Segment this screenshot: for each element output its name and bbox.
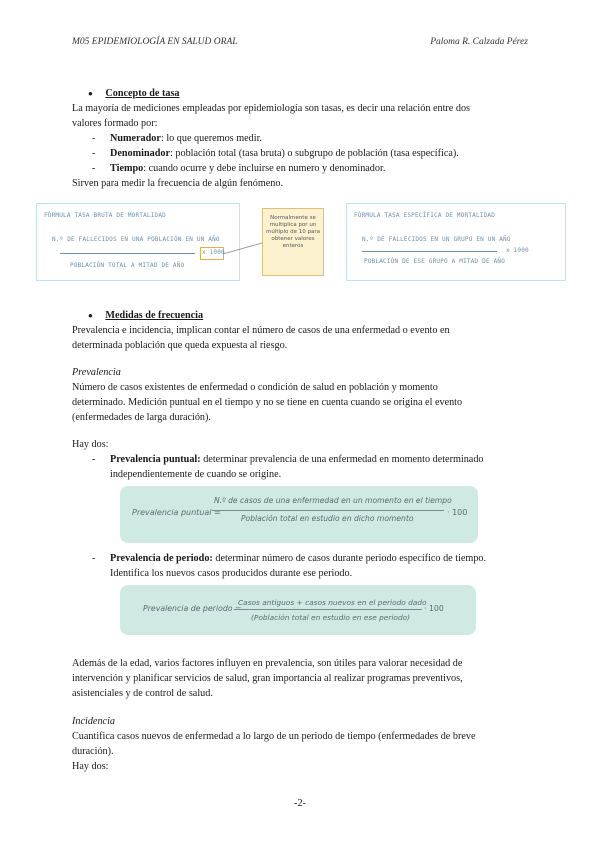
paragraph-line: (enfermedades de larga duración). [72,412,211,423]
bullet-icon: ● [88,311,93,320]
subheading-prevalencia: Prevalencia [72,367,121,378]
paragraph-line: Además de la edad, varios factores influyen en prevalencia, son útiles para valorar necesidad de [72,658,463,669]
paragraph-line: Cuantifica casos nuevos de enfermedad a lo largo de un periodo de tiempo (enfermedades de breve [72,731,476,742]
paragraph-line: La mayoría de mediciones empleadas por epidemiología son tasas, es decir una relación entre dos [72,103,471,114]
formula-denominator: POBLACIÓN TOTAL A MITAD DE AÑO [70,262,185,269]
fraction-line [362,251,497,252]
card-title: FÓRMULA TASA ESPECÍFICA DE MORTALIDAD [354,212,496,219]
formula-factor: · 100 [424,604,444,613]
subheading-incidencia: Incidencia [72,716,115,727]
paragraph-line: independientemente de cuando se origine. [110,469,282,480]
note-box: Normalmente se multiplica por un múltiplo de 10 para obtener valores enteros [262,208,324,276]
item-term: Tiempo [110,163,144,174]
fraction-line [60,253,195,254]
item-term: Denominador [110,148,170,159]
arrow-connector [222,240,264,260]
page-number: -2- [294,798,306,809]
paragraph-line: Sirven para medir la frecuencia de algún fenómeno. [72,178,284,189]
section-heading-frecuencia [88,308,203,324]
section-heading-tasa [88,86,180,102]
list-item: - Tiempo: cuando ocurre y debe incluirse en numero y denominador. [92,163,386,174]
paragraph-line: intervención y planificar servicios de salud, gran importancia al realizar programas preventivos, [72,673,463,684]
paragraph-line: duración). [72,746,114,757]
paragraph-line: determinado. Medición puntual en el tiempo y no se tiene en cuenta cuando se origina el evento [72,397,463,408]
list-item: - Prevalencia puntual: determinar prevalencia de una enfermedad en momento determinado [92,454,484,465]
paragraph-line: valores formado por: [72,118,158,129]
paragraph-line: asistenciales y de control de salud. [72,688,213,699]
list-item: - Numerador: lo que queremos medir. [92,133,262,144]
paragraph-line: Prevalencia e incidencia, implican contar el número de casos de una enfermedad o evento en [72,325,450,336]
formula-numerator: N.º de casos de una enfermedad en un momento en el tiempo [214,496,452,505]
item-text: : cuando ocurre y debe incluirse en numero y denominador. [143,163,386,174]
bullet-icon: ● [88,89,93,98]
paragraph-line: Número de casos existentes de enfermedad o condición de salud en población y momento [72,382,438,393]
item-term: Numerador [110,133,161,144]
heading-text: Concepto de tasa [105,88,180,99]
item-term: Prevalencia puntual: [110,454,201,465]
formula-numerator: N.º DE FALLECIDOS EN UNA POBLACIÓN EN UN AÑO [52,236,220,243]
formula-numerator: Casos antiguos + casos nuevos en el periodo dado [238,598,427,607]
formula-denominator: Población total en estudio en dicho momento [241,514,414,523]
header-title: M05 EPIDEMIOLOGÍA EN SALUD ORAL [72,37,238,47]
item-term: Prevalencia de periodo: [110,553,213,564]
fraction-line [212,510,444,511]
formula-factor: · 100 [447,508,468,517]
formula-label: Prevalencia de periodo = [143,604,242,613]
formula-denominator: POBLACIÓN DE ESE GRUPO A MITAD DE AÑO [364,258,506,265]
item-text: determinar número de casos durante periodo específico de tiempo. [212,553,487,564]
item-text: : población total (tasa bruta) o subgrupo de población (tasa específica). [170,148,459,159]
item-text: : lo que queremos medir. [160,133,262,144]
formula-numerator: N.º DE FALLECIDOS EN UN GRUPO EN UN AÑO [362,236,511,243]
paragraph-line: Identifica los nuevos casos producidos durante ese periodo. [110,568,353,579]
list-item: - Prevalencia de periodo: determinar número de casos durante periodo específico de tiempo. [92,553,487,564]
paragraph-line: Hay dos: [72,439,109,450]
list-item: - Denominador: población total (tasa bruta) o subgrupo de población (tasa específica). [92,148,459,159]
formula-factor: x 1000 [202,249,225,256]
paragraph-line: determinada población que queda expuesta al riesgo. [72,340,288,351]
item-text: determinar prevalencia de una enfermedad en momento determinado [200,454,484,465]
header-author: Paloma R. Calzada Pérez [430,37,528,47]
formula-label: Prevalencia puntual = [132,508,221,517]
formula-denominator: (Población total en estudio en ese periodo) [251,613,411,622]
paragraph-line: Hay dos: [72,761,109,772]
heading-text: Medidas de frecuencia [105,310,204,321]
formula-factor: x 1000 [506,247,529,254]
card-title: FÓRMULA TASA BRUTA DE MORTALIDAD [44,212,166,219]
fraction-line [234,609,422,610]
